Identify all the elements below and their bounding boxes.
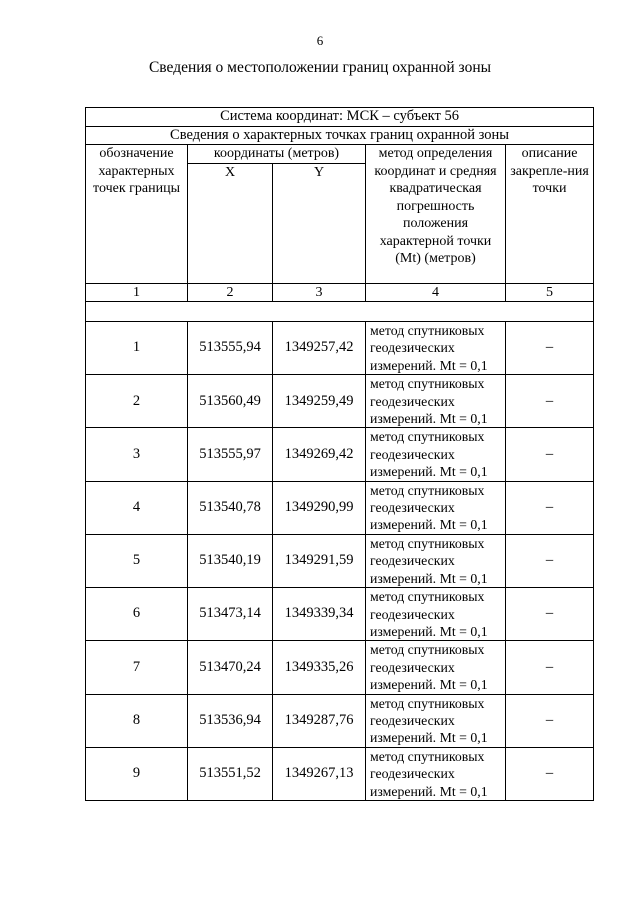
x-coordinate-cell: 513473,14 xyxy=(188,588,273,641)
method-cell: метод спутниковых геодезических измерений. Mt = 0,1 xyxy=(366,481,506,534)
x-coordinate-cell: 513555,97 xyxy=(188,428,273,481)
x-coordinate-cell: 513560,49 xyxy=(188,375,273,428)
method-cell: метод спутниковых геодезических измерений. Mt = 0,1 xyxy=(366,694,506,747)
table-row xyxy=(86,534,594,587)
y-coordinate-cell: 1349259,49 xyxy=(273,375,366,428)
page-number: 6 xyxy=(316,33,324,48)
description-cell: – xyxy=(506,747,594,800)
coordinate-system-cell: Система координат: МСК – субъект 56 xyxy=(86,108,594,127)
x-coordinate-cell: 513540,78 xyxy=(188,481,273,534)
y-coordinate-cell: 1349335,26 xyxy=(273,641,366,694)
y-coordinate-cell: 1349291,59 xyxy=(273,534,366,587)
y-coordinate-cell: 1349287,76 xyxy=(273,694,366,747)
description-cell: – xyxy=(506,481,594,534)
header-coordinates: координаты (метров) xyxy=(188,145,366,164)
point-cell: 7 xyxy=(86,641,188,694)
header-y: Y xyxy=(273,163,366,283)
empty-spacer-row xyxy=(86,302,594,322)
method-cell: метод спутниковых геодезических измерений. Mt = 0,1 xyxy=(366,534,506,587)
description-cell: – xyxy=(506,641,594,694)
method-cell: метод спутниковых геодезических измерений. Mt = 0,1 xyxy=(366,747,506,800)
method-cell: метод спутниковых геодезических измерений. Mt = 0,1 xyxy=(366,641,506,694)
document-title: Сведения о местоположении границ охранной зоны xyxy=(148,59,492,76)
description-cell: – xyxy=(506,428,594,481)
x-coordinate-cell: 513540,19 xyxy=(188,534,273,587)
point-cell: 4 xyxy=(86,481,188,534)
method-cell: метод спутниковых геодезических измерений. Mt = 0,1 xyxy=(366,588,506,641)
y-coordinate-cell: 1349267,13 xyxy=(273,747,366,800)
column-number-1: 1 xyxy=(86,283,188,302)
column-number-5: 5 xyxy=(506,283,594,302)
header-description: описание закрепле-ния точки xyxy=(506,145,594,284)
point-cell: 2 xyxy=(86,375,188,428)
column-number-3: 3 xyxy=(273,283,366,302)
table-row xyxy=(86,641,594,694)
y-coordinate-cell: 1349257,42 xyxy=(273,322,366,375)
x-coordinate-cell: 513551,52 xyxy=(188,747,273,800)
x-coordinate-cell: 513555,94 xyxy=(188,322,273,375)
y-coordinate-cell: 1349290,99 xyxy=(273,481,366,534)
table-row xyxy=(86,588,594,641)
column-number-4: 4 xyxy=(366,283,506,302)
table-row xyxy=(86,322,594,375)
table-subtitle-cell: Сведения о характерных точках границ охранной зоны xyxy=(86,126,594,145)
description-cell: – xyxy=(506,322,594,375)
point-cell: 3 xyxy=(86,428,188,481)
point-cell: 5 xyxy=(86,534,188,587)
column-number-2: 2 xyxy=(188,283,273,302)
header-designation: обозначение характерных точек границы xyxy=(86,145,188,284)
y-coordinate-cell: 1349339,34 xyxy=(273,588,366,641)
point-cell: 8 xyxy=(86,694,188,747)
table-row xyxy=(86,375,594,428)
method-cell: метод спутниковых геодезических измерений. Mt = 0,1 xyxy=(366,375,506,428)
table-row xyxy=(86,428,594,481)
method-cell: метод спутниковых геодезических измерений. Mt = 0,1 xyxy=(366,322,506,375)
point-cell: 6 xyxy=(86,588,188,641)
description-cell: – xyxy=(506,534,594,587)
description-cell: – xyxy=(506,588,594,641)
header-method: метод определения координат и средняя квадратическая погрешность положения характерной точки (Mt) (метров) xyxy=(366,145,506,284)
description-cell: – xyxy=(506,694,594,747)
table-row xyxy=(86,694,594,747)
point-cell: 1 xyxy=(86,322,188,375)
table-row xyxy=(86,747,594,800)
header-x: X xyxy=(188,163,273,283)
x-coordinate-cell: 513470,24 xyxy=(188,641,273,694)
y-coordinate-cell: 1349269,42 xyxy=(273,428,366,481)
boundary-points-table xyxy=(85,107,594,801)
x-coordinate-cell: 513536,94 xyxy=(188,694,273,747)
table-row xyxy=(86,481,594,534)
description-cell: – xyxy=(506,375,594,428)
point-cell: 9 xyxy=(86,747,188,800)
method-cell: метод спутниковых геодезических измерений. Mt = 0,1 xyxy=(366,428,506,481)
